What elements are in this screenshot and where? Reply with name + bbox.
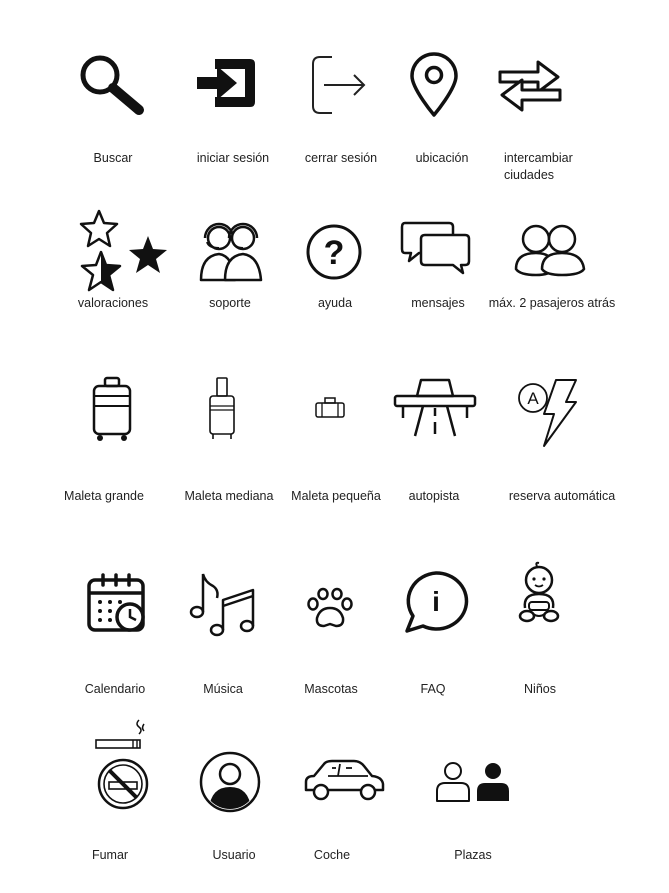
user-label: Usuario [212,848,256,862]
highway-label: autopista [408,489,460,503]
medium-suitcase-label: Maleta mediana [184,489,274,503]
pet-paw-icon[interactable] [306,588,356,630]
music-label: Música [203,682,243,696]
small-suitcase-icon[interactable] [314,397,346,419]
highway-icon[interactable] [393,378,477,438]
help-label: ayuda [317,296,353,310]
logout-label: cerrar sesión [304,151,378,165]
no-smoking-icon[interactable] [95,718,151,810]
swap-label-line1: intercambiar [504,151,573,165]
help-question-icon[interactable] [306,224,362,280]
baby-icon[interactable] [517,562,561,626]
seats-label: Plazas [454,848,492,862]
large-suitcase-icon[interactable] [90,376,134,442]
small-suitcase-label: Maleta pequeña [291,489,381,503]
messages-bubbles-icon[interactable] [401,219,473,275]
search-label: Buscar [93,151,133,165]
ratings-stars-icon[interactable] [76,208,172,296]
swap-cities-icon[interactable] [498,58,562,114]
support-label: soporte [209,296,251,310]
auto-booking-label: reserva automática [508,489,616,503]
two-passengers-label: máx. 2 pasajeros atrás [488,296,616,310]
auto-booking-glyph: A [527,389,539,408]
search-icon[interactable] [78,53,148,117]
auto-booking-icon[interactable] [514,376,580,450]
faq-info-glyph: i [432,586,440,617]
music-notes-icon[interactable] [189,572,259,638]
faq-info-icon[interactable] [403,570,469,634]
seats-people-icon[interactable] [434,761,514,803]
swap-label-line2: ciudades [504,168,555,182]
support-agents-icon[interactable] [197,218,267,284]
calendar-label: Calendario [84,682,146,696]
login-icon[interactable] [195,53,259,113]
ratings-label: valoraciones [77,296,149,310]
calendar-icon[interactable] [86,573,148,635]
login-label: iniciar sesión [196,151,270,165]
location-pin-icon[interactable] [408,53,460,119]
car-label: Coche [313,848,351,862]
two-passengers-icon[interactable] [512,221,590,277]
pets-label: Mascotas [304,682,358,696]
location-label: ubicación [415,151,469,165]
messages-label: mensajes [411,296,465,310]
help-question-glyph: ? [323,234,345,272]
car-icon[interactable] [302,758,386,802]
smoking-label: Fumar [91,848,129,862]
logout-icon[interactable] [308,53,368,117]
medium-suitcase-icon[interactable] [206,376,238,442]
large-suitcase-label: Maleta grande [64,489,144,503]
user-avatar-icon[interactable] [199,751,261,813]
kids-label: Niños [524,682,556,696]
faq-label: FAQ [420,682,446,696]
